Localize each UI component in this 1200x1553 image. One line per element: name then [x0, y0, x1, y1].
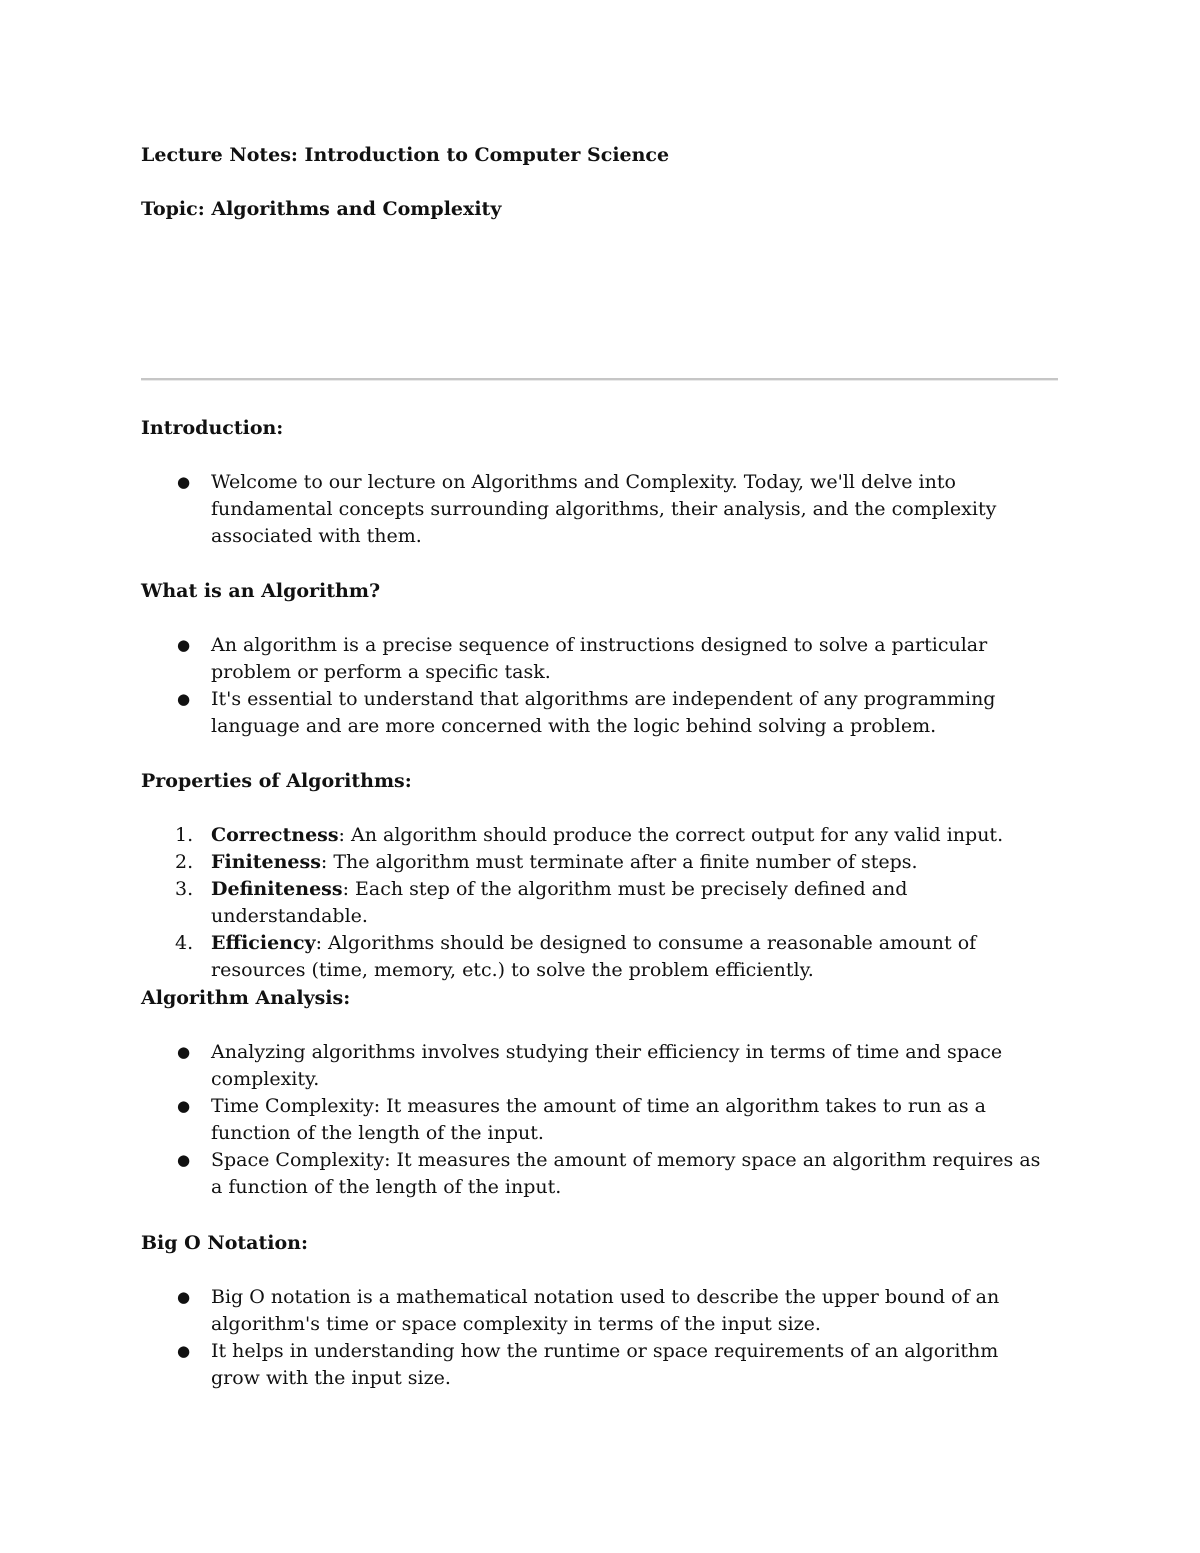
big-o-list [141, 1284, 1061, 1392]
list-item [141, 930, 1051, 984]
list-item [141, 686, 1051, 740]
section-algorithm-analysis [141, 985, 1061, 1012]
section-introduction [141, 415, 1061, 442]
list-item-text: It helps in understanding how the runtime or space requirements of an algorithm grow with the input size. [211, 1340, 999, 1389]
analysis-list [141, 1039, 1061, 1201]
list-item-text: Big O notation is a mathematical notation used to describe the upper bound of an algorithm's time or space complexity in terms of the input size. [211, 1286, 1000, 1335]
list-item [141, 1338, 1051, 1392]
list-item-text: Welcome to our lecture on Algorithms and Complexity. Today, we'll delve into fundamental concepts surrounding algorithms, their analysis, and the complexity associated with them. [211, 471, 997, 547]
list-item-number: 3. [175, 878, 194, 900]
list-item [141, 1284, 1051, 1338]
bullet-icon: ● [177, 1151, 191, 1169]
list-item [141, 1147, 1051, 1201]
bullet-icon: ● [177, 1288, 191, 1306]
document-topic: Topic: Algorithms and Complexity [141, 198, 502, 220]
bullet-icon: ● [177, 1097, 191, 1115]
list-item [141, 469, 1051, 550]
list-item-term: Definiteness [211, 878, 343, 900]
bullet-icon: ● [177, 473, 191, 491]
bullet-icon: ● [177, 1342, 191, 1360]
section-big-o-notation [141, 1230, 1061, 1257]
document-title: Lecture Notes: Introduction to Computer Science [141, 144, 670, 166]
bullet-icon: ● [177, 690, 191, 708]
properties-list [141, 822, 1061, 984]
list-item [141, 1039, 1051, 1093]
list-item [141, 1093, 1051, 1147]
document-title-block [141, 142, 1061, 169]
list-item-text: Space Complexity: It measures the amount of memory space an algorithm requires as a function of the length of the input. [211, 1149, 1041, 1198]
section-heading: Properties of Algorithms: [141, 770, 412, 792]
horizontal-divider [141, 378, 1058, 381]
list-item-number: 2. [175, 851, 194, 873]
list-item-text: Time Complexity: It measures the amount of time an algorithm takes to run as a function of the length of the input. [211, 1095, 986, 1144]
section-heading: Introduction: [141, 417, 284, 439]
list-item-text: Analyzing algorithms involves studying their efficiency in terms of time and space complexity. [211, 1041, 1003, 1090]
list-item-text: : An algorithm should produce the correct output for any valid input. [338, 824, 1004, 846]
bullet-icon: ● [177, 1043, 191, 1061]
list-item-term: Correctness [211, 824, 339, 846]
section-heading: What is an Algorithm? [141, 580, 381, 602]
list-item-text: : Each step of the algorithm must be precisely defined and understandable. [211, 878, 908, 927]
section-what-is-algorithm [141, 578, 1061, 605]
list-item [141, 822, 1051, 849]
introduction-list [141, 469, 1061, 550]
list-item [141, 849, 1051, 876]
list-item-number: 4. [175, 932, 194, 954]
list-item-text: : Algorithms should be designed to consume a reasonable amount of resources (time, memory, etc.) to solve the problem efficiently. [211, 932, 977, 981]
what-is-list [141, 632, 1061, 740]
list-item-number: 1. [175, 824, 194, 846]
list-item-text: An algorithm is a precise sequence of instructions designed to solve a particular problem or perform a specific task. [211, 634, 988, 683]
section-properties [141, 768, 1061, 795]
list-item [141, 632, 1051, 686]
document-topic-block [141, 196, 1061, 223]
section-heading: Big O Notation: [141, 1232, 308, 1254]
list-item-text: : The algorithm must terminate after a finite number of steps. [320, 851, 918, 873]
list-item-term: Efficiency [211, 932, 316, 954]
bullet-icon: ● [177, 636, 191, 654]
list-item [141, 876, 1051, 930]
list-item-term: Finiteness [211, 851, 321, 873]
document-page [141, 0, 1061, 1553]
section-heading: Algorithm Analysis: [141, 987, 351, 1009]
list-item-text: It's essential to understand that algorithms are independent of any programming language and are more concerned with the logic behind solving a problem. [211, 688, 996, 737]
